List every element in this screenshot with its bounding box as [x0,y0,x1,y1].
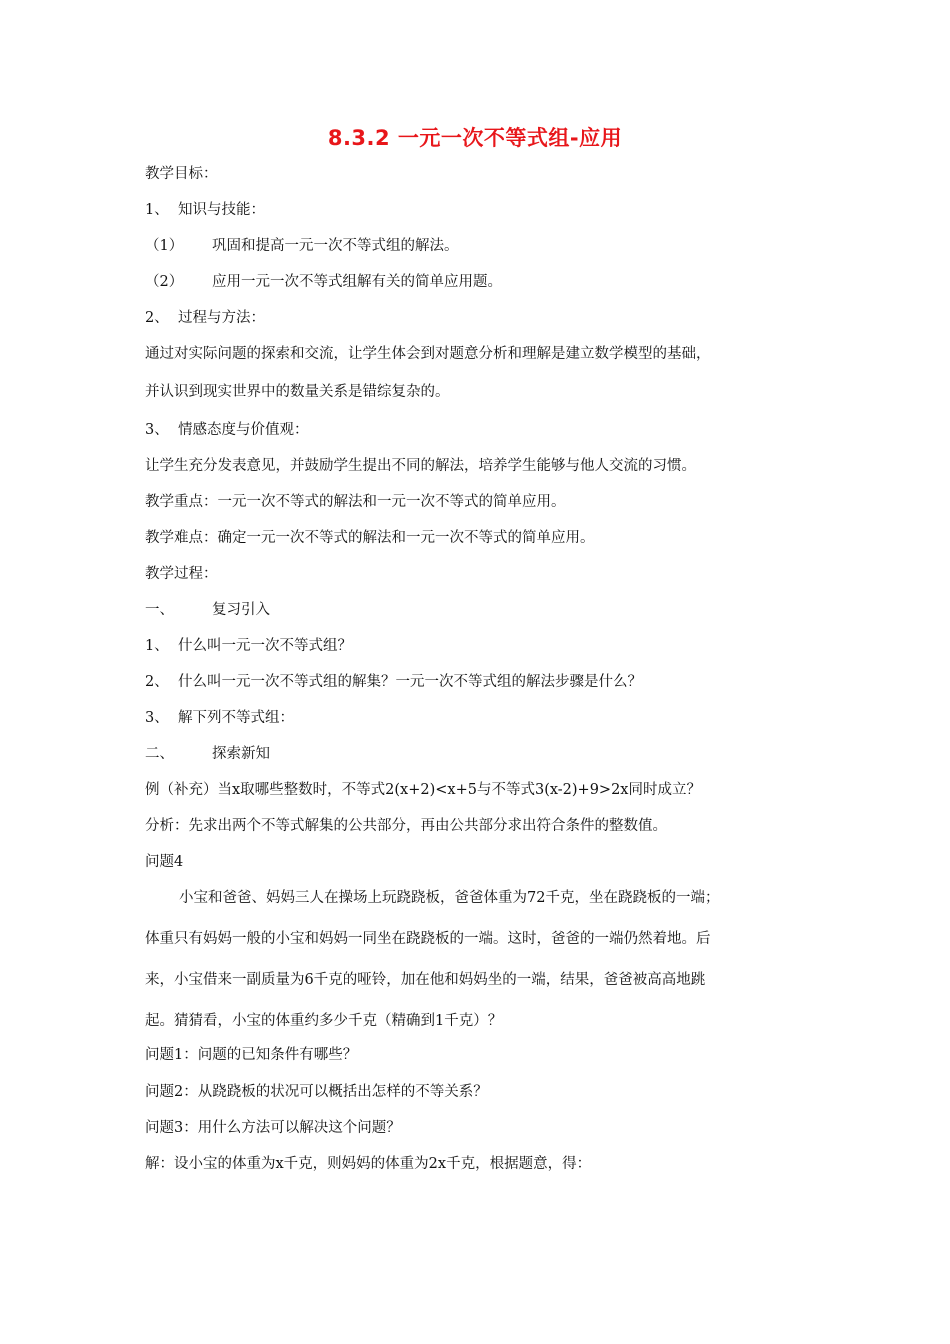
numbered-line [145,420,309,440]
line-text: 教学难点：确定一元一次不等式的解法和一元一次不等式的简单应用。 [145,530,595,546]
line-number: （1） [145,238,184,254]
line-text: 例（补充）当x取哪些整数时，不等式2(x+2)<x+5与不等式3(x-2)+9>2x同时成立？ [145,782,701,798]
numbered-line [145,672,642,692]
text-line [145,1082,488,1102]
line-text: 通过对实际问题的探索和交流，让学生体会到对题意分析和理解是建立数学模型的基础， [145,346,711,362]
text-line [145,528,595,548]
document-title: 8.3.2 一元一次不等式组-应用 [327,126,623,150]
line-text: 巩固和提高一元一次不等式组的解法。 [212,238,459,254]
numbered-line [145,200,265,220]
line-number: 1、 [145,638,169,654]
line-number: 3、 [145,710,169,726]
section-number: 二、 [145,746,174,762]
line-text: 教学目标： [145,166,218,182]
paragraph-line [145,970,705,990]
text-line [145,1118,401,1138]
paragraph-line [145,929,711,949]
line-number: 3、 [145,422,169,438]
text-line [145,816,667,836]
text-line [145,492,566,512]
line-text: 并认识到现实世界中的数量关系是错综复杂的。 [145,384,450,400]
line-text: 问题1：问题的已知条件有哪些？ [145,1047,358,1063]
numbered-line [145,708,294,728]
paragraph-line [145,1011,502,1031]
numbered-line [145,308,265,328]
line-text: 来，小宝借来一副质量为6千克的哑铃，加在他和妈妈坐的一端，结果，爸爸被高高地跳 [145,972,706,988]
section-number: 一、 [145,602,174,618]
text-line [145,1154,591,1174]
line-text: 情感态度与价值观： [178,422,309,438]
line-text: 知识与技能： [178,202,265,218]
line-text: 探索新知 [212,746,270,762]
line-text: 什么叫一元一次不等式组的解集？一元一次不等式组的解法步骤是什么？ [178,674,642,690]
line-text: 小宝和爸爸、妈妈三人在操场上玩跷跷板，爸爸体重为72千克，坐在跷跷板的一端； [179,890,720,906]
text-line [145,382,450,402]
text-line [145,164,218,184]
line-text: 问题4 [145,854,184,870]
numbered-line [145,636,352,656]
text-line [145,780,701,800]
paragraph-line [145,888,719,908]
text-line [145,852,183,872]
line-text: 问题3：用什么方法可以解决这个问题？ [145,1120,401,1136]
line-text: 解：设小宝的体重为x千克，则妈妈的体重为2x千克，根据题意，得： [145,1156,592,1172]
text-line [145,1045,357,1065]
numbered-line [145,236,459,256]
section-line [145,744,270,764]
line-text: 让学生充分发表意见，并鼓励学生提出不同的解法，培养学生能够与他人交流的习惯。 [145,458,696,474]
line-text: 教学重点：一元一次不等式的解法和一元一次不等式的简单应用。 [145,494,566,510]
line-text: 分析：先求出两个不等式解集的公共部分，再由公共部分求出符合条件的整数值。 [145,818,667,834]
line-text: 什么叫一元一次不等式组？ [178,638,352,654]
text-line [145,564,218,584]
line-text: 起。猜猜看，小宝的体重约多少千克（精确到1千克）？ [145,1013,503,1029]
line-number: 2、 [145,674,169,690]
line-number: 2、 [145,310,169,326]
line-text: 复习引入 [212,602,270,618]
line-text: 问题2：从跷跷板的状况可以概括出怎样的不等关系？ [145,1084,488,1100]
line-text: 教学过程： [145,566,218,582]
line-text: 体重只有妈妈一般的小宝和妈妈一同坐在跷跷板的一端。这时，爸爸的一端仍然着地。后 [145,931,711,947]
section-line [145,600,270,620]
line-text: 过程与方法： [178,310,265,326]
line-number: 1、 [145,202,169,218]
text-line [145,344,711,364]
line-number: （2） [145,274,184,290]
numbered-line [145,272,502,292]
line-text: 应用一元一次不等式组解有关的简单应用题。 [212,274,502,290]
line-text: 解下列不等式组： [178,710,294,726]
text-line [145,456,696,476]
